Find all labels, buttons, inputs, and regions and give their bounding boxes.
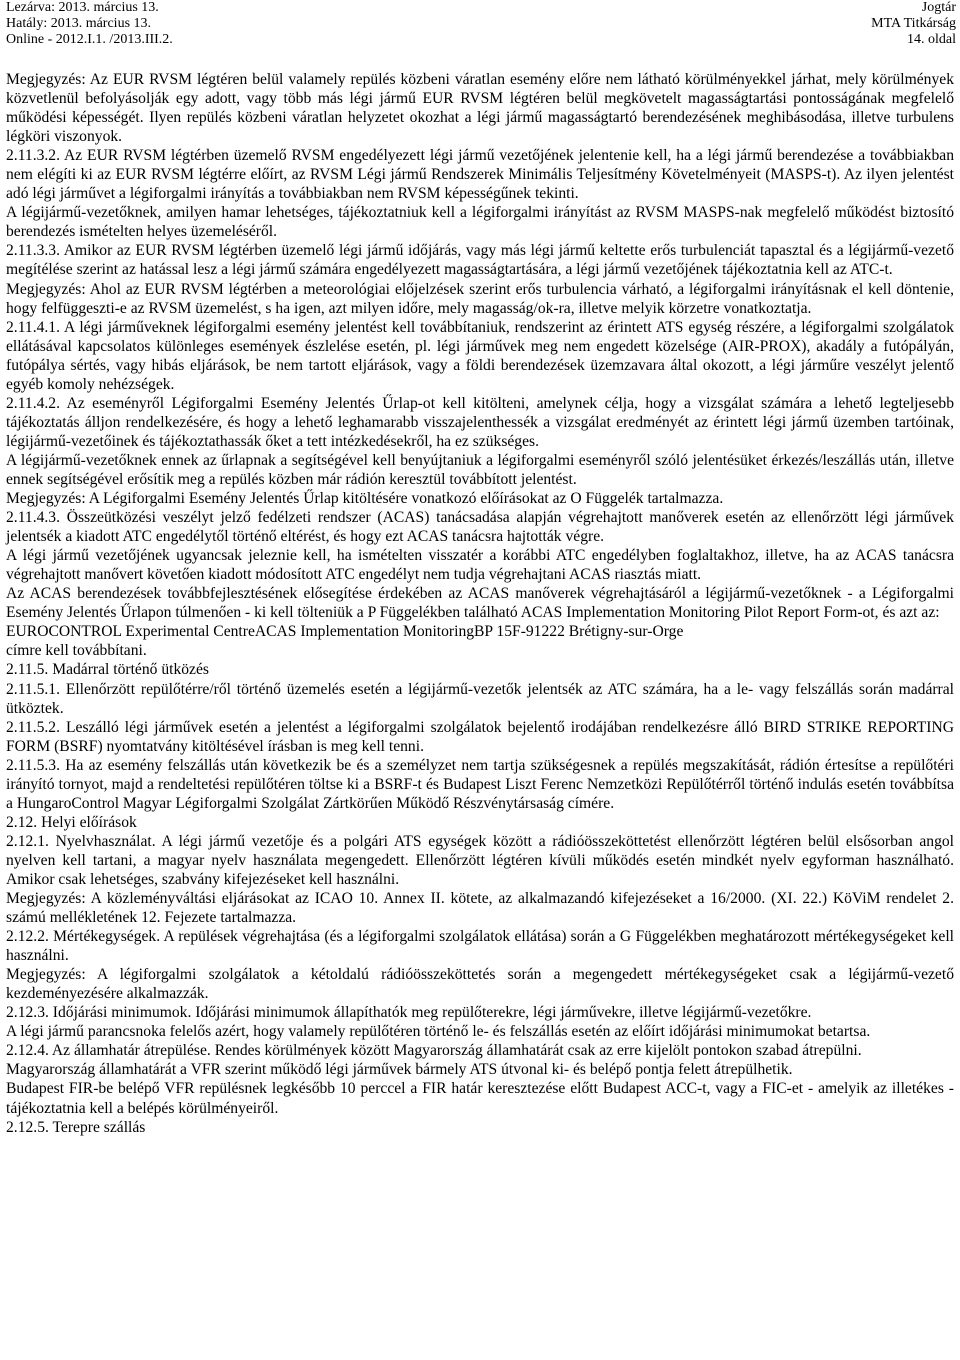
section-heading: 2.12.5. Terepre szállás [6,1118,146,1136]
effective-date: Hatály: 2013. március 13. [6,16,152,31]
closing-date: Lezárva: 2013. március 13. [6,0,159,15]
paragraph: 2.11.5.3. Ha az esemény felszállás után következik be és a személyzet nem tartja szükségesnek a repülés megszakítását, rádión értesítse a repülőtéri irányító tornyot, majd a rendeltetési repülőtéren töltse ki a BSRF-t és Budapest Liszt Ferenc Nemzetközi Repülőtérről történő indulás esetén továbbítsa a HungaroControl Magyar Légiforgalmi Szolgálat Zártkörűen Működő Részvénytársaság címére. [6,756,954,812]
section-heading: 2.12. Helyi előírások [6,813,137,831]
paragraph: A légi jármű vezetőjének ugyancsak jeleznie kell, ha ismételten visszatér a korábbi ATC engedélyben foglaltakhoz, illetve, ha az ACAS tanácsra végrehajtott manővert követően kiadott módosított ATC engedélyt nem tudja végrehajtani ACAS riasztás miatt. [6,547,954,584]
paragraph: A légijármű-vezetőknek ennek az űrlapnak a segítségével kell benyújtaniuk a légiforgalmi eseményről szóló jelentésüket érkezés/leszállás után, illetve ennek segítségével erősítik meg a repülés közben már rádión keresztül továbbított jelentést. [6,451,954,488]
paragraph: 2.11.4.3. Összeütközési veszélyt jelző fedélzeti rendszer (ACAS) tanácsadása alapján végrehajtott manőverek esetén az ellenőrzött légi járművek jelentsék a kiadott ATC engedélytől történő eltérést, és hogy ezt ACAS tanácsra hajtották végre. [6,509,954,546]
paragraph: 2.11.3.3. Amikor az EUR RVSM légtérben üzemelő légi jármű időjárás, vagy más légi jármű keltette erős turbulenciát tapasztal és a légijármű-vezető megítélése szerint az hatással lesz a légi jármű számára engedélyezett magasságtartására, a légi jármű vezetőjének tájékoztatnia kell az ATC-t. [6,242,954,279]
publisher-name: MTA Titkárság [871,16,956,31]
page-number: 14. oldal [907,32,956,47]
paragraph: 2.12.1. Nyelvhasználat. A légi jármű vezetője és a polgári ATS egységek között a rádióösszeköttetést ellenőrzött légtéren belül elsősorban angol nyelven kell tartani, a magyar nyelv használata megengedett. Ellenőrzött légtéren kívüli működés esetén mindkét nyelv egyforman használható. Amikor csak lehetséges, szabvány kifejezéseket kell használni. [6,832,954,888]
paragraph: 2.12.4. Az államhatár átrepülése. Rendes körülmények között Magyarország államhatárát csak az erre kijelölt pontokon szabad átrepülni. [6,1042,862,1060]
paragraph: 2.12.2. Mértékegységek. A repülések végrehajtása (és a légiforgalmi szolgálatok ellátása) során a G Függelékben meghatározott mértékegységeket kell használni. [6,928,954,965]
paragraph: Megjegyzés: A Légiforgalmi Esemény Jelentés Űrlap kitöltésére vonatkozó előírásokat az O Függelék tartalmazza. [6,490,724,508]
paragraph: Magyarország államhatárát a VFR szerint működő légi járművek bármely ATS útvonal ki- és belépő pontja felett átrepülhetik. [6,1061,793,1079]
address-line: EUROCONTROL Experimental CentreACAS Implementation MonitoringBP 15F-91222 Brétigny-sur-Orge [6,623,684,641]
header-right [871,0,956,48]
paragraph: 2.11.3.2. Az EUR RVSM légtérben üzemelő RVSM engedélyezett légi jármű vezetőjének jelentenie kell, ha a légi jármű berendezése a továbbiakban nem elégíti ki az EUR RVSM légtérre előírt, az RVSM Légi jármű Rendszerek Minimális Teljesítmény Követelményeit (MASPS-t). Az ilyen jelentést adó légi járművet a légiforgalmi irányítás a továbbiakban nem RVSM képességűnek tekinti. [6,147,954,203]
paragraph: 2.11.5.2. Leszálló légi járművek esetén a jelentést a légiforgalmi szolgálatok bejelentő irodájában rendelkezésre álló BIRD STRIKE REPORTING FORM (BSRF) nyomtatvány kitöltésével írásban is meg kell tenni. [6,718,954,755]
source-name: Jogtár [921,0,956,15]
paragraph: címre kell továbbítani. [6,642,147,660]
paragraph: Budapest FIR-be belépő VFR repülésnek legkésőbb 10 perccel a FIR határ keresztezése előtt Budapest ACC-t, vagy a FIC-et - amelyik az illetékes - tájékoztatnia kell a belépés körülményeiről. [6,1080,954,1117]
paragraph: A légijármű-vezetőknek, amilyen hamar lehetséges, tájékoztatniuk kell a légiforgalmi irányítást az RVSM MASPS-nak megfelelő működést biztosító berendezés ismételten helyes üzemeléséről. [6,204,954,241]
online-version: Online - 2012.I.1. /2013.III.2. [6,32,173,47]
header-left [6,0,173,48]
page-header [0,0,960,48]
section-heading: 2.11.5. Madárral történő ütközés [6,661,209,679]
paragraph: A légi jármű parancsnoka felelős azért, hogy valamely repülőtéren történő le- és felszállás esetén az előírt időjárási minimumokat betartsa. [6,1023,871,1041]
document-body [6,70,954,1137]
paragraph: Megjegyzés: Ahol az EUR RVSM légtérben a meteorológiai előjelzések szerint erős turbulencia várható, a légiforgalmi irányításnak el kell döntenie, hogy felfüggeszti-e az RVSM üzemelést, s ha igen, azt milyen időre, mely magasság/ok-ra, illetve melyik körzetre vonatkoztatja. [6,280,954,317]
paragraph: 2.12.3. Időjárási minimumok. Időjárási minimumok állapíthatók meg repülőterekre, légi járművekre, illetve légijármű-vezetőkre. [6,1004,812,1022]
paragraph: Megjegyzés: A közleményváltási eljárásokat az ICAO 10. Annex II. kötete, az alkalmazandó kifejezéseket a 16/2000. (XI. 22.) KöViM rendelet 2. számú mellékletének 12. Fejezete tartalmazza. [6,890,954,927]
paragraph: Megjegyzés: Az EUR RVSM légtéren belül valamely repülés közbeni váratlan esemény előre nem látható körülményekkel járhat, mely körülmények közvetlenül befolyásolják egy adott, vagy több más légi jármű EUR RVSM légtéren belül megkövetelt magasságtartási pontosságának megfelelő működési képességét. Ilyen repülés közbeni váratlan helyzetet okozhat a légi jármű magasságtartó berendezésének meghibásodása, illetve turbulens légköri viszonyok. [6,71,954,146]
paragraph: 2.11.5.1. Ellenőrzött repülőtérre/ről történő üzemelés esetén a légijármű-vezetők jelentsék az ATC számára, ha a le- vagy felszállás során madárral ütköztek. [6,680,954,717]
paragraph: Megjegyzés: A légiforgalmi szolgálatok a kétoldalú rádióösszeköttetés során a megengedett mértékegységeket csak a légijármű-vezető kezdeményezésére alkalmazzák. [6,966,954,1003]
paragraph: Az ACAS berendezések továbbfejlesztésének elősegítése érdekében az ACAS manőverek végrehajtásáról a légijármű-vezetőknek - a Légiforgalmi Esemény Jelentés Űrlapon túlmenően - ki kell tölteniük a P Függelékben található ACAS Implementation Monitoring Pilot Report Form-ot, és azt az: [6,585,954,622]
paragraph: 2.11.4.2. Az eseményről Légiforgalmi Esemény Jelentés Űrlap-ot kell kitölteni, amelynek célja, hogy a vizsgálat számára a lehető legteljesebb tájékoztatás álljon rendelkezésére, és hogy a lehető leghamarabb visszajelenthessék a vizsgálat eredményét az érintett légi jármű üzemben tartóinak, légijármű-vezetőinek és tájékoztathassák őket a tett intézkedésekről, ha ez szükséges. [6,394,954,450]
paragraph: 2.11.4.1. A légi járműveknek légiforgalmi esemény jelentést kell továbbítaniuk, rendszerint az érintett ATS egység részére, a légiforgalmi szolgálatok ellátásával kapcsolatos különleges események észlelése esetén, pl. légi járművek meg nem engedett közelsége (AIR-PROX), akadály a futópályán, futópálya sértés, vagy hibás eljárások, be nem tartott eljárások, vagy a földi berendezések üzemzavara által okozott, a légi járműre veszélyt jelentő egyéb komoly nehézségek. [6,318,954,393]
